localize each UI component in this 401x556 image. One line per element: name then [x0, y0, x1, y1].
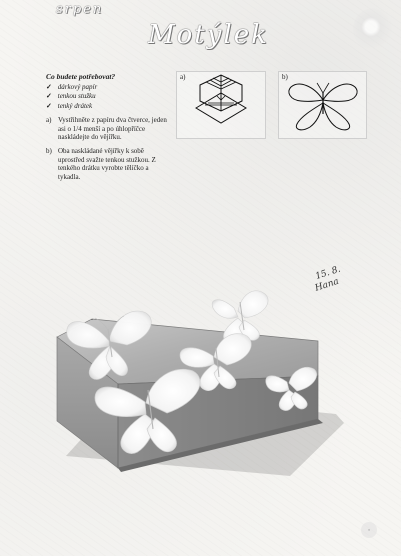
step-label: b) [46, 147, 52, 156]
rose-decoration-icon [353, 8, 393, 50]
diagram-label: a) [180, 73, 186, 81]
date-text: 15. 8. [314, 264, 342, 283]
diagram-panel-a [176, 71, 266, 139]
diagram-label: b) [282, 73, 288, 81]
material-label: dárkový papír [57, 83, 98, 91]
materials-heading: Co budete potřebovat? [46, 72, 116, 81]
material-item [46, 102, 170, 110]
step-text: Oba naskládané vějířky k sobě uprostřed svažte tenkou stužkou. Z tenkého drátku vyrobte tělíčko a tykadla. [58, 147, 156, 181]
step-text: Vystřihněte z papíru dva čtverce, jeden asi o 1/4 menší a po úhlopříčce naskládejte do vějířku. [58, 116, 167, 141]
page-title: Motýlek [148, 20, 269, 50]
instructions-column [46, 72, 170, 181]
butterfly-diagram-icon [279, 72, 366, 138]
checkmark-icon: ✓ [46, 101, 52, 110]
folding-diagram-icon [177, 72, 265, 138]
material-item [46, 83, 170, 91]
diagram-panel-b [278, 71, 367, 139]
signature-text: Hana [313, 276, 341, 295]
checkmark-icon: ✓ [46, 92, 52, 101]
instruction-step [46, 147, 170, 181]
step-label: a) [46, 116, 52, 125]
instruction-step [46, 116, 170, 141]
material-item [46, 92, 170, 100]
month-heading: srpen [56, 2, 104, 17]
material-label: tenký drátek [57, 101, 93, 110]
checkmark-icon: ✓ [46, 83, 52, 91]
page-number-decoration-icon: ◦ [361, 522, 377, 538]
material-label: tenkou stužku [57, 92, 96, 101]
